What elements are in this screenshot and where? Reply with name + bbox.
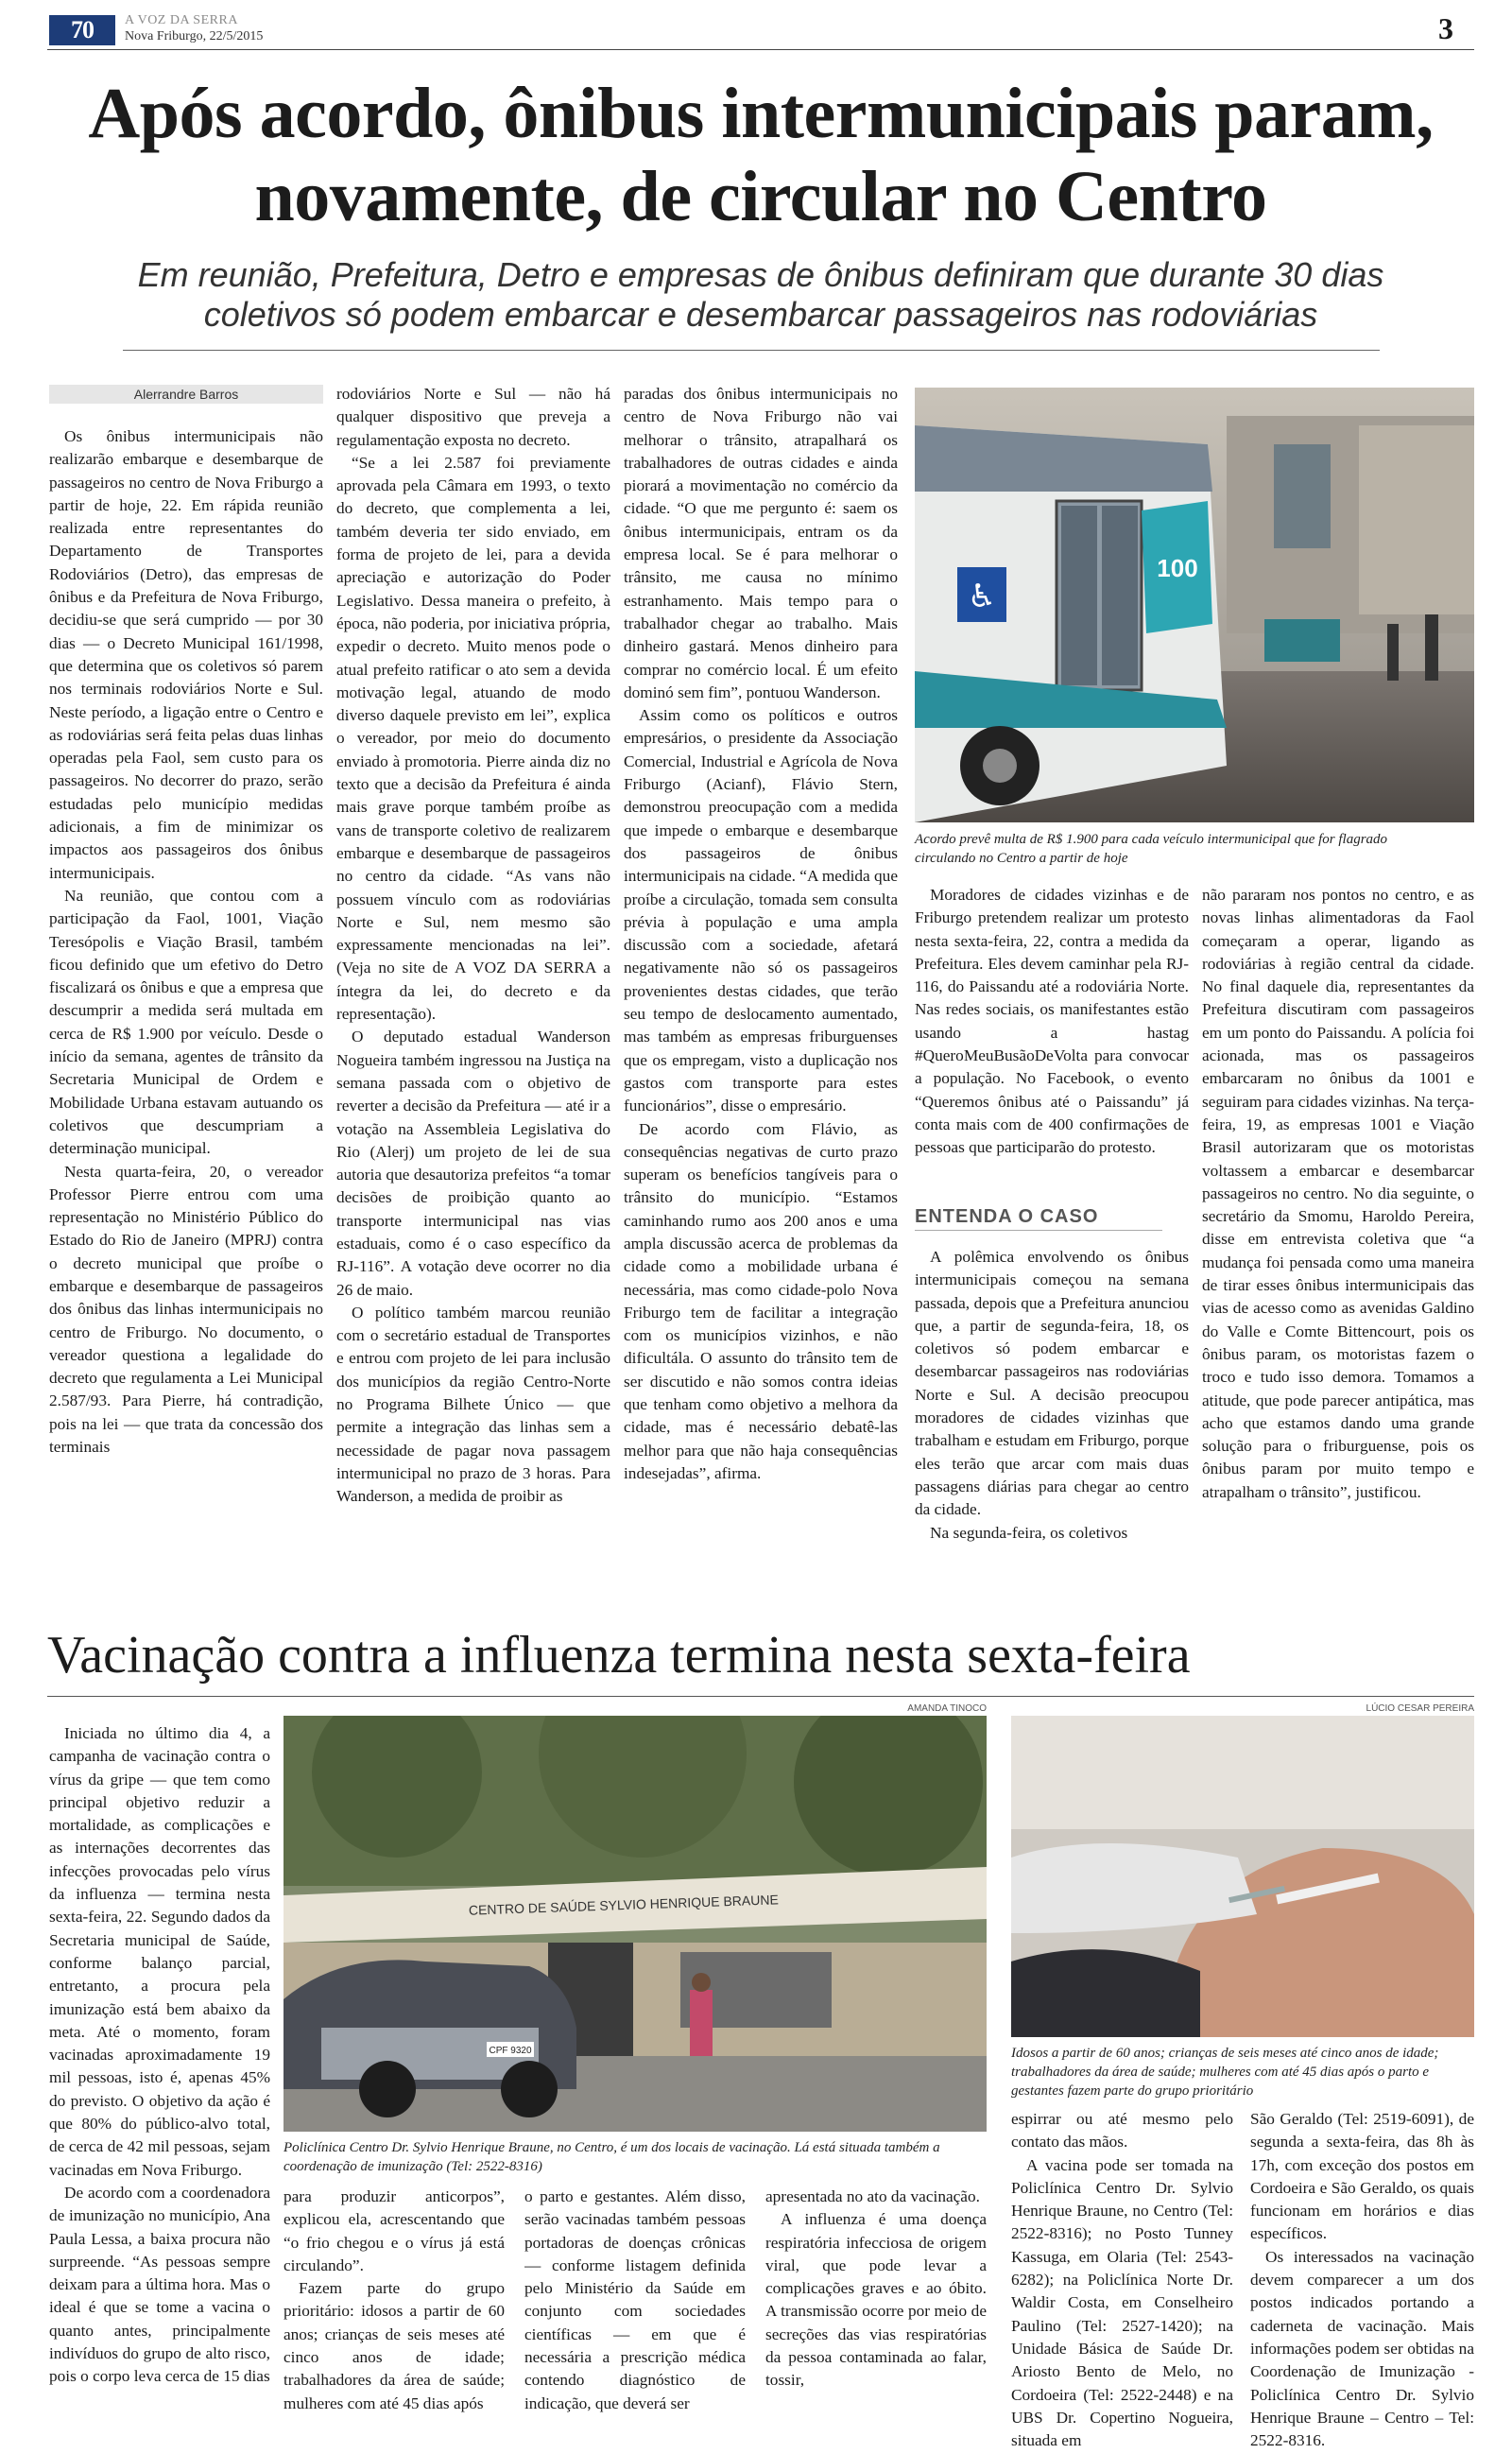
article-column-4 <box>915 884 1189 1196</box>
article-column-5 <box>1202 884 1474 1590</box>
brand-name: A VOZ DA SERRA <box>125 13 238 27</box>
vaccine-column-3 <box>524 2186 746 2450</box>
vaccine-column-2 <box>284 2186 505 2450</box>
paragraph: A polêmica envolvendo os ônibus intermunicipais começou na semana passada, depois que a Prefeitura anunciou que, a partir de segunda-feira, 18, os coletivos só podem embarcar e desembarcar passageiros nas rodoviárias Norte e Sul. A decisão preocupou moradores de cidades vizinhas que trabalham e estudam em Friburgo, porque eles terão que arcar com mais duas passagens diárias para chegar ao centro da cidade. <box>915 1248 1189 1519</box>
paragraph: Fazem parte do grupo prioritário: idosos a partir de 60 anos; crianças de seis meses até cinco anos de idade; trabalhadores da área de saúde; mulheres com até 45 dias após <box>284 2279 505 2412</box>
vaccine-column-6 <box>1250 2108 1474 2450</box>
box-column <box>915 1246 1189 1590</box>
paragraph: “Se a lei 2.587 foi previamente aprovada pela Câmara em 1993, o texto do decreto, que complementa a lei, também deveria ter sido enviado, em forma de projeto de lei, para a devida apreciação e autorização do Poder Legislativo. Dessa maneira o prefeito, à época, não poderia, por iniciativa própria, expedir o decreto. Muito menos pode o atual prefeito ratificar o ato sem a devida motivação legal, atuando de modo diverso daquele previsto em lei”, explica o vereador, por meio do documento enviado à promotoria. Pierre ainda diz no texto que a decisão da Prefeitura é ainda mais grave porque também proíbe as vans de transporte coletivo de realizarem embarque e desembarque de passageiros no centro da cidade. “As vans não possuem vínculo com as rodoviárias Norte e Sul, nem mesmo são expressamente mencionadas na lei”. (Veja no site de A VOZ DA SERRA a íntegra da lei, do decreto e da representação). <box>336 453 610 1024</box>
paragraph: De acordo com a coordenadora de imunização no município, Ana Paula Lessa, a baixa procura não surpreende. “As pessoas sempre deixam para a última hora. Mas o ideal é que se tome a vacina o quanto antes, principalmente indivíduos do grupo de alto risco, pois o corpo leva cerca de 15 dias <box>49 2183 270 2386</box>
divider <box>123 350 1380 351</box>
paragraph: A vacina pode ser tomada na Policlínica Centro Dr. Sylvio Henrique Braune, no Centro (Tel: 2522-8316); no Posto Tunney Kassuga, em Olaria (Tel: 2543-6282); na Policlínica Norte Dr. Waldir Costa, em Conselheiro Paulino (Tel: 2527-1420); na Unidade Básica de Saúde Dr. Ariosto Bento de Melo, no Cordoeira (Tel: 2522-2448) e na UBS Dr. Copertino Nogueira, situada em <box>1011 2155 1233 2450</box>
box-title-entenda-o-caso: ENTENDA O CASO <box>915 1206 1162 1231</box>
paragraph: Iniciada no último dia 4, a campanha de vacinação contra o vírus da gripe — que tem como principal objetivo reduzir a mortalidade, as complicações e as internações decorrentes das infecções provocadas pelo vírus da influenza — termina nesta sexta-feira, 22. Segundo dados da Secretaria municipal de Saúde, conforme balanço parcial, entretanto, a procura pela imunização está bem abaixo da meta. Até o momento, foram vacinadas aproximadamente 19 mil pessoas, isto é, apenas 45% do previsto. O objetivo da ação é que 80% do público-alvo total, de cerca de 42 mil pessoas, sejam vacinadas em Nova Friburgo. <box>49 1724 270 2179</box>
headline-vaccination: Vacinação contra a influenza termina nesta sexta-feira <box>47 1626 1191 1685</box>
paragraph: o parto e gestantes. Além disso, serão vacinadas também pessoas portadoras de doenças crônicas — conforme listagem definida pelo Ministério da Saúde em conjunto com sociedades científicas — em que é necessária a prescrição médica contendo diagnóstico de indicação, que deverá ser <box>524 2187 746 2412</box>
paragraph: Moradores de cidades vizinhas e de Friburgo pretendem realizar um protesto nesta sexta-feira, 22, contra a medida da Prefeitura. Eles devem caminhar pela RJ-116, do Paissandu até a rodoviária Norte. Nas redes sociais, os manifestantes estão usando a hastag #QueroMeuBusãoDeVolta para convocar a população. No Facebook, o evento “Queremos ônibus até o Paissandu” já conta mais com de 400 confirmações de pessoas que participarão do protesto. <box>915 886 1189 1157</box>
photo-caption-bus: Acordo prevê multa de R$ 1.900 para cada veículo intermunicipal que for flagrado circulando no Centro a partir de hoje <box>915 832 1388 866</box>
subheadline-bus: Em reunião, Prefeitura, Detro e empresas de ônibus definiram que durante 30 dias coletivos só podem embarcar e desembarcar passageiros nas rodoviárias <box>137 255 1384 334</box>
paragraph: Os ônibus intermunicipais não realizarão embarque e desembarque de passageiros no centro de Nova Friburgo a partir de hoje, 22. Em rápida reunião realizada entre representantes do Departamento de Transportes Rodoviários (Detro), das empresas de ônibus e da Prefeitura de Nova Friburgo, decidiu-se que será cumprido — por 30 dias — o Decreto Municipal 161/1998, que determina que os coletivos só parem nos terminais rodoviários Norte e Sul. Neste período, a ligação entre o Centro e as rodoviárias será feita pelas duas linhas operadas pela Faol, sem custo para os passageiros. No decorrer do prazo, serão estudadas pelo município medidas adicionais, a fim de minimizar os impactos aos passageiros dos ônibus intermunicipais. <box>49 427 323 882</box>
paragraph: De acordo com Flávio, as consequências negativas de curto prazo superam os benefícios tangíveis para o trânsito do município. “Estamos caminhando rumo aos 200 anos e uma ampla discussão acerca de problemas da cidade como a mobilidade urbana é necessária, mas como cidade-polo Nova Friburgo tem de facilitar a integração com os municípios vizinhos, e não dificultála. O assunto do trânsito tem de ser discutido e não somos contra ideias que tenham como objetivo a melhora da cidade, mas é necessário debatê-las melhor para que não haja consequências indesejadas”, afirma. <box>624 1119 898 1482</box>
paragraph: Nesta quarta-feira, 20, o vereador Professor Pierre entrou com uma representação no Ministério Público do Estado do Rio de Janeiro (MPRJ) contra o decreto municipal que proíbe o embarque e desembarque de passageiros dos ônibus das linhas intermunicipais no centro de Friburgo. No documento, o vereador questiona a legalidade do decreto que regulamenta a Lei Municipal 2.587/93. Para Pierre, há contradição, pois na lei — que trata da concessão dos terminais <box>49 1162 323 1457</box>
dateline: Nova Friburgo, 22/5/2015 <box>125 29 264 43</box>
page-number: 3 <box>1438 11 1453 45</box>
paragraph: rodoviários Norte e Sul — não há qualquer dispositivo que preveja a regulamentação exposta no decreto. <box>336 385 610 449</box>
clinic-photo <box>284 1716 987 2132</box>
newspaper-logo: 70 <box>49 15 115 45</box>
clinic-sign: CENTRO DE SAÚDE SYLVIO HENRIQUE BRAUNE <box>468 1892 780 1918</box>
photo-caption-vaccination: Idosos a partir de 60 anos; crianças de seis meses até cinco anos de idade; trabalhadores da área de saúde; mulheres com até 45 dias após o parto e gestantes fazem parte do grupo prioritário <box>1011 2046 1439 2099</box>
paragraph: Na reunião, que contou com a participação da Faol, 1001, Viação Teresópolis e Viação Brasil, também ficou definido que um efetivo do Detro fiscalizará os ônibus e que a empresa que descumprir a medida será multada em cerca de R$ 1.900 por veículo. Desde o início da semana, agentes de trânsito da Secretaria Municipal de Ordem e Mobilidade Urbana estavam autuando os coletivos que descumpriam a determinação municipal. <box>49 886 323 1158</box>
paragraph: para produzir anticorpos”, explicou ela, acrescentando que “o frio chegou e o vírus já está circulando”. <box>284 2187 505 2274</box>
paragraph: não pararam nos pontos no centro, e as novas linhas alimentadoras da Faol começaram a operar, ligando as rodoviárias à região central da cidade. No final daquele dia, representantes da Prefeitura discutiram com passageiros em um ponto do Paissandu. A polícia foi acionada, mas os passageiros embarcaram no ônibus da 1001 e seguiram para cidades vizinhas. Na terça-feira, 19, as empresas 1001 e Viação Brasil autorizaram que os motoristas voltassem a embarcar e desembarcar passageiros no centro. No dia seguinte, o secretário da Smomu, Haroldo Pereira, disse em entrevista coletiva que “a mudança foi pensada como uma maneira de tirar esses ônibus intermunicipais das vias de acesso como as avenidas Galdino do Valle e Comte Bittencourt, pois os ônibus param, os motoristas fazem o troco e tudo isso demora. Tomamos a atitude, que pode parecer antipática, mas acho que estamos dando uma grande solução para o friburguense, pois os ônibus param por muito tempo e atrapalham o trânsito”, justificou. <box>1202 886 1474 1501</box>
photo-credit: AMANDA TINOCO <box>907 1703 987 1714</box>
paragraph: espirrar ou até mesmo pelo contato das mãos. <box>1011 2110 1233 2152</box>
paragraph: apresentada no ato da vacinação. <box>765 2187 980 2205</box>
paragraph: O político também marcou reunião com o secretário estadual de Transportes e entrou com projeto de lei para inclusão dos municípios da região Centro-Norte no Programa Bilhete Único — que permite a integração das linhas sem a necessidade de pagar nova passagem intermunicipal no prazo de 3 horas. Para Wanderson, a medida de proibir as <box>336 1303 610 1506</box>
license-plate: CPF 9320 <box>489 2046 532 2056</box>
article-column-2 <box>336 383 610 1590</box>
paragraph: paradas dos ônibus intermunicipais no centro de Nova Friburgo não vai melhorar o trânsito, atrapalhará os trabalhadores de outras cidades e ainda piorará a movimentação no comércio da cidade. “O que me pergunto é: saem os ônibus intermunicipais, entram os da empresa local. Se é para melhorar o trânsito, me causa no mínimo estranhamento. Mais tempo para o trabalhador chegar ao trabalho. Mais dinheiro gastará. Menos dinheiro para comprar no comércio local. É um efeito dominó sem fim”, pontuou Wanderson. <box>624 385 898 701</box>
bus-route-sign: 100 <box>1157 554 1198 582</box>
bus-photo <box>915 388 1474 822</box>
vaccine-column-4 <box>765 2186 987 2450</box>
paragraph: A influenza é uma doença respiratória infecciosa de origem viral, que pode levar a complicações graves e ao óbito. A transmissão ocorre por meio de secreções das vias respiratórias da pessoa contaminada ao falar, tossir, <box>765 2210 987 2390</box>
paragraph: Na segunda-feira, os coletivos <box>930 1523 1128 1542</box>
photo-caption-clinic: Policlínica Centro Dr. Sylvio Henrique Braune, no Centro, é um dos locais de vacinação. Lá está situada também a coordenação de imunização (Tel: 2522-8316) <box>284 2140 940 2174</box>
headline-bus: Após acordo, ônibus intermunicipais param, novamente, de circular no Centro <box>88 74 1434 236</box>
paragraph: Os interessados na vacinação devem comparecer a um dos postos indicados portando a caderneta de vacinação. Mais informações podem ser obtidas na Coordenação de Imunização - Policlínica Centro Dr. Sylvio Henrique Braune – Centro – Tel: 2522-8316. <box>1250 2247 1474 2450</box>
vaccine-column-5 <box>1011 2108 1233 2450</box>
divider <box>47 1696 1474 1697</box>
article-column-1 <box>49 425 323 1590</box>
svg-text:♿: ♿ <box>967 578 997 615</box>
vaccination-photo <box>1011 1716 1474 2037</box>
paragraph: O deputado estadual Wanderson Nogueira também ingressou na Justiça na semana passada com o objetivo de reverter a decisão da Prefeitura — até ir a votação na Assembleia Legislativa do Rio (Alerj) um projeto de lei de sua autoria que desautoriza prefeitos “a tomar decisões de proibição quanto ao transporte intermunicipal nas vias estaduais, como é o caso específico da RJ-116”. A votação deve ocorrer no dia 26 de maio. <box>336 1028 610 1299</box>
vaccine-column-1 <box>49 1722 270 2450</box>
photo-credit: LÚCIO CESAR PEREIRA <box>1366 1703 1474 1714</box>
paragraph: São Geraldo (Tel: 2519-6091), de segunda a sexta-feira, das 8h às 17h, com exceção dos postos em Cordoeira e São Geraldo, os quais funcionam em horários e dias específicos. <box>1250 2110 1474 2243</box>
paragraph: Assim como os políticos e outros empresários, o presidente da Associação Comercial, Industrial e Agrícola de Nova Friburgo (Acianf), Flávio Stern, demonstrou preocupação com a medida que impede o embarque e desembarque dos passageiros de ônibus intermunicipais na cidade. “A medida que proíbe a circulação, tomada sem consulta prévia à população e uma ampla discussão com a sociedade, afetará negativamente não só os passageiros provenientes destas cidades, que terão seu tempo de deslocamento aumentado, mas também as empresas friburguenses que os empregam, visto a duplicação nos gastos com transporte para estes funcionários”, disse o empresário. <box>624 706 898 1115</box>
article-column-3 <box>624 383 898 1590</box>
byline: Alerrandre Barros <box>49 385 323 404</box>
